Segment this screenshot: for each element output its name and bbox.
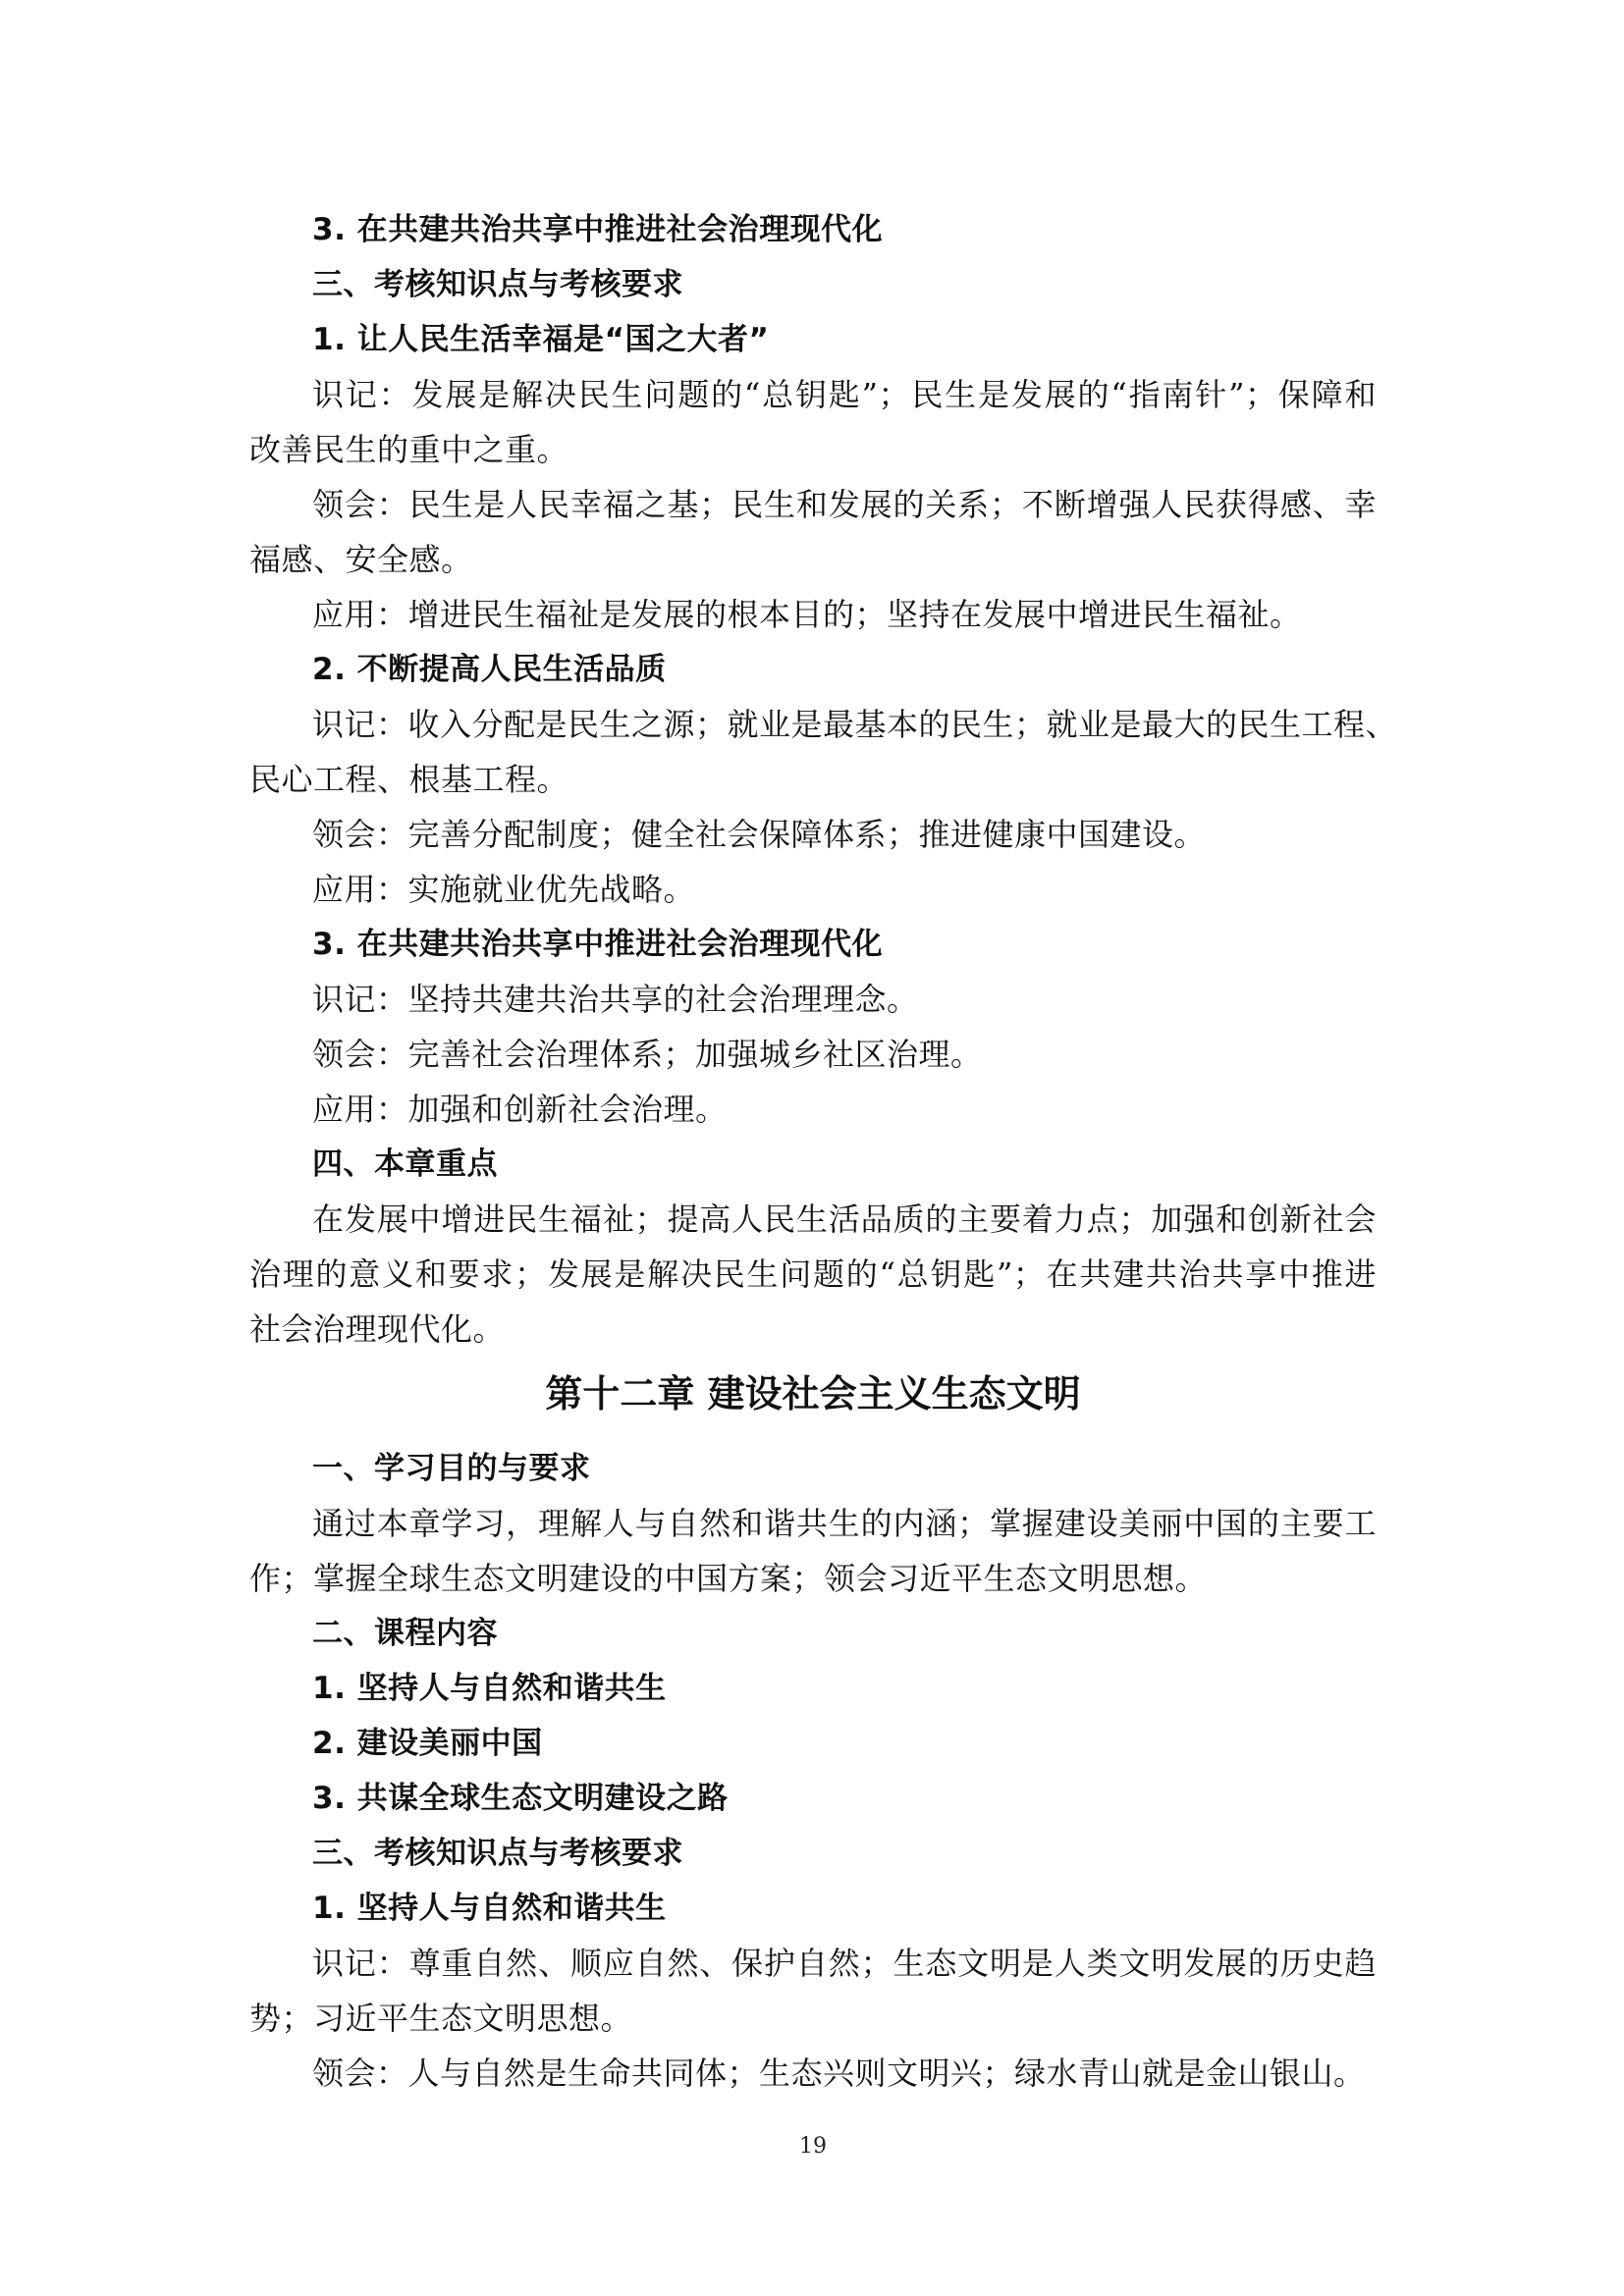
paragraph-line: 领会：民生是人民幸福之基；民生和发展的关系；不断增强人民获得感、幸 bbox=[312, 486, 1377, 523]
paragraph-line: 识记：收入分配是民生之源；就业是最基本的民生；就业是最大的民生工程、 bbox=[312, 706, 1398, 743]
paragraph-line: 领会：完善社会治理体系；加强城乡社区治理。 bbox=[312, 1036, 983, 1073]
subheading-item-3: 3. 共谋全球生态文明建设之路 bbox=[312, 1781, 729, 1816]
paragraph-line: 识记：发展是解决民生问题的“总钥匙”；民生是发展的“指南针”；保障和 bbox=[312, 376, 1377, 413]
paragraph-line: 应用：加强和创新社会治理。 bbox=[312, 1091, 728, 1128]
paragraph-line: 领会：完善分配制度；健全社会保障体系；推进健康中国建设。 bbox=[312, 816, 1207, 853]
paragraph-line: 领会：人与自然是生命共同体；生态兴则文明兴；绿水青山就是金山银山。 bbox=[312, 2055, 1366, 2092]
subheading-item-2: 2. 建设美丽中国 bbox=[312, 1726, 543, 1761]
document-page bbox=[249, 0, 1398, 2296]
paragraph-line: 应用：实施就业优先战略。 bbox=[312, 871, 696, 908]
page-number: 19 bbox=[799, 2134, 827, 2159]
subheading-item-1: 1. 坚持人与自然和谐共生 bbox=[312, 1671, 667, 1706]
section-heading-key-points: 四、本章重点 bbox=[312, 1147, 498, 1182]
paragraph-line: 作；掌握全球生态文明建设的中国方案；领会习近平生态文明思想。 bbox=[249, 1560, 1208, 1597]
section-heading-content: 二、课程内容 bbox=[312, 1616, 498, 1651]
paragraph-line: 识记：坚持共建共治共享的社会治理理念。 bbox=[312, 981, 919, 1018]
paragraph-line: 民心工程、根基工程。 bbox=[249, 761, 569, 798]
subheading-point-2: 2. 不断提高人民生活品质 bbox=[312, 652, 667, 687]
paragraph-line: 势；习近平生态文明思想。 bbox=[249, 2000, 633, 2037]
paragraph-line: 治理的意义和要求；发展是解决民生问题的“总钥匙”；在共建共治共享中推进 bbox=[249, 1255, 1377, 1293]
subheading-point-3: 3. 在共建共治共享中推进社会治理现代化 bbox=[312, 927, 884, 962]
paragraph-line: 应用：增进民生福祉是发展的根本目的；坚持在发展中增进民生福祉。 bbox=[312, 596, 1302, 633]
subheading-point-1: 1. 让人民生活幸福是“国之大者” bbox=[312, 322, 770, 357]
section-heading-objectives: 一、学习目的与要求 bbox=[312, 1451, 591, 1486]
paragraph-line: 通过本章学习，理解人与自然和谐共生的内涵；掌握建设美丽中国的主要工 bbox=[312, 1505, 1377, 1542]
paragraph-line: 社会治理现代化。 bbox=[249, 1310, 506, 1348]
paragraph-line: 识记：尊重自然、顺应自然、保护自然；生态文明是人类文明发展的历史趋 bbox=[312, 1945, 1377, 1982]
subheading-item-3: 3. 在共建共治共享中推进社会治理现代化 bbox=[312, 212, 884, 247]
paragraph-line: 福感、安全感。 bbox=[249, 541, 473, 578]
subheading-point-1: 1. 坚持人与自然和谐共生 bbox=[312, 1891, 667, 1926]
paragraph-line: 改善民生的重中之重。 bbox=[249, 431, 569, 468]
paragraph-line: 在发展中增进民生福祉；提高人民生活品质的主要着力点；加强和创新社会 bbox=[312, 1201, 1377, 1238]
chapter-title: 第十二章 建设社会主义生态文明 bbox=[545, 1372, 1081, 1415]
section-heading-assessment: 三、考核知识点与考核要求 bbox=[312, 1836, 683, 1871]
section-heading-assessment: 三、考核知识点与考核要求 bbox=[312, 267, 683, 302]
